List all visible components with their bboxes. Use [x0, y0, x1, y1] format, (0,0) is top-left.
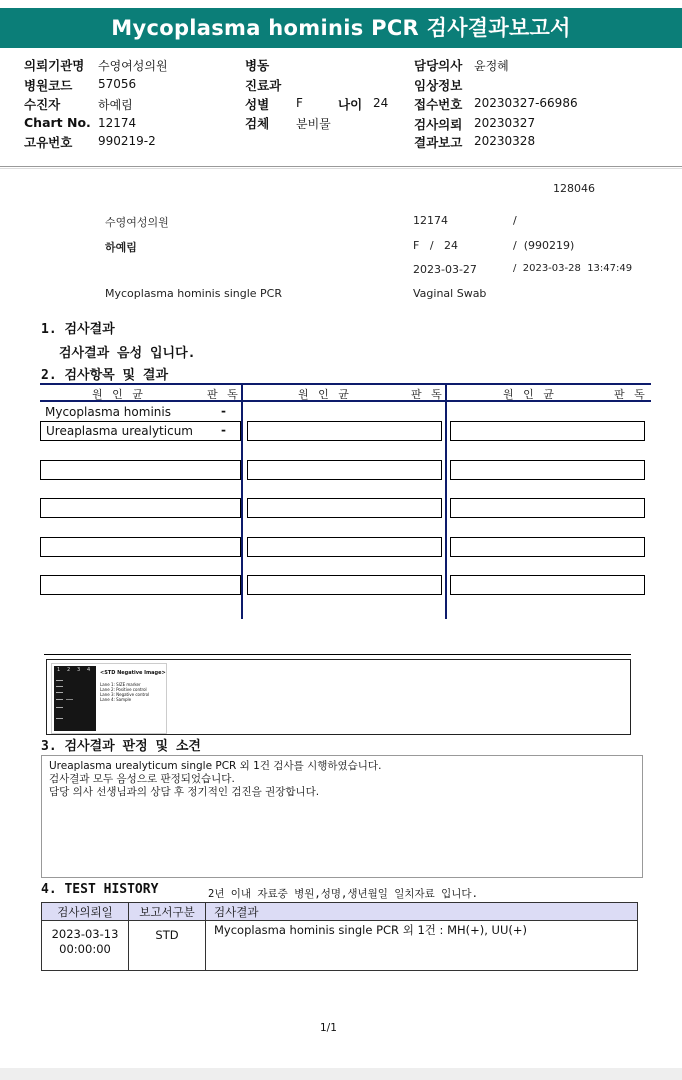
result-cell [450, 421, 645, 441]
history-table [41, 902, 638, 971]
table-divider-2 [445, 383, 447, 619]
positive-band [66, 699, 73, 700]
col1-pathogen-header: 원 인 균 [92, 388, 146, 401]
section2-title: 2. 검사항목 및 결과 [41, 368, 169, 383]
history-date-cell [42, 921, 129, 971]
section3-title: 3. 검사결과 판정 및 소견 [41, 739, 201, 754]
history-header-date: 검사의뢰일 [42, 903, 129, 921]
history-note: 2년 이내 자료중 병원,성명,생년월일 일치자료 입니다. [208, 888, 478, 900]
history-header-row [42, 903, 638, 921]
age-value: 24 [373, 96, 389, 110]
info-test-name: Mycoplasma hominis single PCR [105, 287, 282, 300]
result-cell [247, 575, 442, 595]
receipt-value: 20230327-66986 [474, 96, 578, 110]
info-date-received: 2023-03-27 [413, 263, 477, 276]
table-top-rule [40, 383, 651, 385]
info-unique: / (990219) [513, 239, 575, 252]
marker-band [56, 692, 63, 693]
opinion-box [41, 755, 643, 878]
opinion-line: Ureaplasma urealyticum single PCR 외 1건 검사를 시행하였습니다. [49, 760, 382, 772]
sex-label: 성별 [245, 97, 270, 112]
page-number: 1/1 [320, 1022, 337, 1034]
result-cell [450, 575, 645, 595]
result-report-label: 결과보고 [414, 135, 463, 150]
lane-number: 1 [57, 667, 61, 673]
hospital-value: 수영여성의원 [98, 59, 168, 73]
opinion-text [49, 760, 381, 799]
chart-label: Chart No. [24, 115, 91, 130]
pathogen-name: Mycoplasma hominis [45, 405, 171, 419]
gel-legend-item: Lane 4: Sample [100, 697, 132, 702]
unique-label: 고유번호 [24, 135, 73, 150]
gel-image [51, 663, 167, 734]
page-bottom-gutter [0, 1068, 682, 1080]
marker-band [56, 707, 63, 708]
info-hospital: 수영여성의원 [105, 216, 169, 229]
marker-band [56, 680, 63, 681]
hospital-label: 의뢰기관명 [24, 58, 85, 73]
history-header-result: 검사결과 [206, 903, 638, 921]
specimen-label: 검체 [245, 116, 270, 131]
result-cell [247, 537, 442, 557]
marker-band [56, 699, 63, 700]
gel-photo [54, 666, 96, 731]
doctor-label: 담당의사 [414, 58, 463, 73]
dept-label: 진료과 [245, 78, 282, 93]
gel-title: <STD Negative Image> [100, 670, 166, 676]
opinion-line: 검사결과 모두 음성으로 판정되었습니다. [49, 773, 235, 785]
result-cell [450, 537, 645, 557]
clinical-label: 임상정보 [414, 78, 463, 93]
info-sex-age: F / 24 [413, 239, 459, 252]
history-date: 2023-03-13 [51, 927, 119, 941]
pathogen-result: - [221, 423, 226, 437]
info-patient: 하예림 [105, 241, 137, 254]
document-number: 128046 [553, 182, 595, 195]
code-label: 병원코드 [24, 78, 73, 93]
section4-title: 4. TEST HISTORY [41, 882, 159, 897]
gel-legend-item: Lane 3: Negative control [100, 692, 150, 697]
pathogen-result: - [221, 404, 226, 418]
receipt-label: 접수번호 [414, 97, 463, 112]
header-divider [0, 166, 682, 167]
col2-result-header: 판 독 [411, 388, 445, 401]
history-result: Mycoplasma hominis single PCR 외 1건 : MH(+), UU(+) [206, 921, 638, 971]
history-time: 00:00:00 [59, 942, 111, 956]
request-label: 검사의뢰 [414, 117, 463, 132]
unique-value: 990219-2 [98, 134, 156, 148]
result-cell [247, 421, 442, 441]
lane-number: 2 [67, 667, 71, 673]
result-table [40, 381, 651, 621]
sex-value: F [296, 96, 303, 110]
result-cell [40, 498, 241, 518]
code-value: 57056 [98, 77, 137, 91]
report-title: Mycoplasma hominis PCR 검사결과보고서 [0, 8, 682, 48]
result-cell [247, 460, 442, 480]
history-header-type: 보고서구분 [129, 903, 206, 921]
age-label: 나이 [338, 97, 363, 112]
result-cell [40, 575, 241, 595]
request-value: 20230327 [474, 116, 536, 130]
patient-header [0, 48, 682, 166]
result-cell [40, 537, 241, 557]
ward-label: 병동 [245, 58, 270, 73]
history-type: STD [129, 921, 206, 971]
marker-band [56, 718, 63, 719]
lane-number: 3 [77, 667, 81, 673]
header-divider-shadow [0, 168, 682, 169]
doctor-value: 윤정혜 [474, 59, 509, 73]
col3-pathogen-header: 원 인 균 [503, 388, 557, 401]
info-slash: / [513, 214, 517, 227]
info-date-reported: / 2023-03-28 13:47:49 [513, 263, 633, 274]
table-divider-1 [241, 383, 243, 619]
col1-result-header: 판 독 [207, 388, 241, 401]
result-cell [247, 498, 442, 518]
info-chart: 12174 [413, 214, 448, 227]
result-cell [40, 460, 241, 480]
col2-pathogen-header: 원 인 균 [298, 388, 352, 401]
result-cell [450, 460, 645, 480]
pathogen-name: Ureaplasma urealyticum [46, 424, 193, 438]
patient-value: 하예림 [98, 98, 133, 112]
lane-number: 4 [87, 667, 91, 673]
chart-value: 12174 [98, 116, 137, 130]
result-cell [40, 421, 241, 441]
section1-title: 1. 검사결과 [41, 322, 115, 337]
gel-image-panel [46, 659, 631, 735]
col3-result-header: 판 독 [614, 388, 648, 401]
gel-legend-item: Lane 1: SIZE marker [100, 682, 141, 687]
result-cell [450, 498, 645, 518]
gel-legend-item: Lane 2: Positive control [100, 687, 147, 692]
history-row [42, 921, 638, 971]
result-report-value: 20230328 [474, 134, 536, 148]
patient-label: 수진자 [24, 97, 61, 112]
specimen-value: 분비물 [296, 117, 331, 131]
opinion-line: 담당 의사 선생님과의 상담 후 정기적인 검진을 권장합니다. [49, 786, 320, 798]
info-specimen: Vaginal Swab [413, 287, 487, 300]
section1-result: 검사결과 음성 입니다. [59, 346, 196, 361]
marker-band [56, 686, 63, 687]
gel-top-rule [44, 654, 631, 655]
